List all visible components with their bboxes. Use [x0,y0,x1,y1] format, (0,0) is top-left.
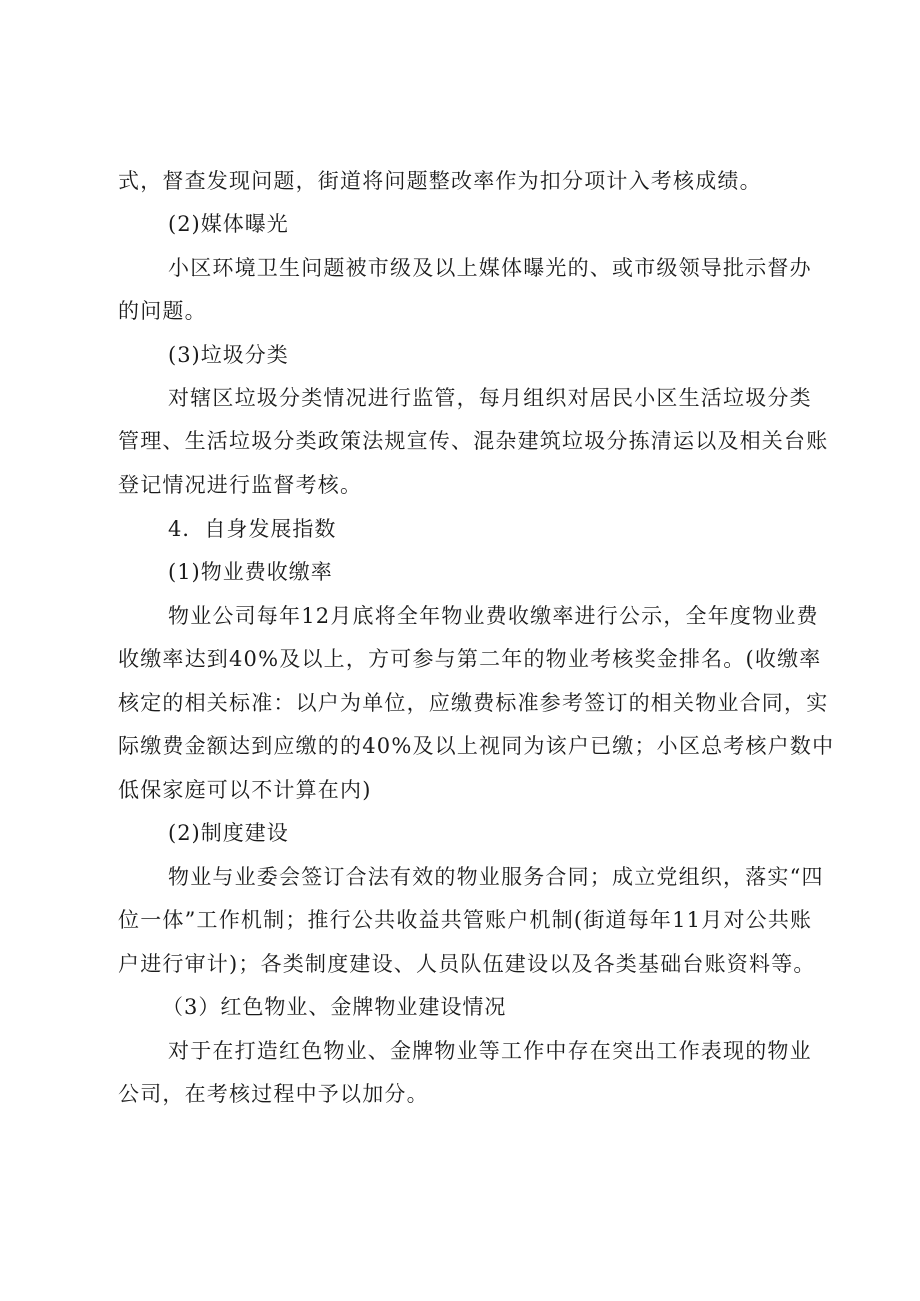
body-text-line: 位一体”工作机制；推行公共收益共管账户机制(街道每年11月对公共账 [118,908,813,932]
body-text-line: 对辖区垃圾分类情况进行监管，每月组织对居民小区生活垃圾分类 [168,386,812,410]
body-text-line: 小区环境卫生问题被市级及以上媒体曝光的、或市级领导批示督办 [168,256,812,280]
section-heading: （3）红色物业、金牌物业建设情况 [162,995,507,1019]
section-heading: (3)垃圾分类 [168,343,289,367]
body-text-line: 对于在打造红色物业、金牌物业等工作中存在突出工作表现的物业 [168,1039,812,1063]
body-text-line: 登记情况进行监督考核。 [118,473,363,497]
body-text-line: 公司，在考核过程中予以加分。 [118,1082,429,1106]
section-heading: (1)物业费收缴率 [168,560,333,584]
body-text-line: 物业公司每年12月底将全年物业费收缴率进行公示，全年度物业费 [168,604,819,628]
body-text-line: 收缴率达到40%及以上，方可参与第二年的物业考核奖金排名。(收缴率 [118,647,822,671]
section-heading: (2)媒体曝光 [168,212,289,236]
body-text-line: 管理、生活垃圾分类政策法规宣传、混杂建筑垃圾分拣清运以及相关台账 [118,429,829,453]
body-text-line: 式，督查发现问题，街道将问题整改率作为扣分项计入考核成绩。 [118,169,762,193]
body-text-line: 核定的相关标准：以户为单位，应缴费标准参考签订的相关物业合同，实 [118,691,829,715]
body-text-line: 户进行审计)；各类制度建设、人员队伍建设以及各类基础台账资料等。 [118,952,816,976]
section-heading: (2)制度建设 [168,821,289,845]
body-text-line: 物业与业委会签订合法有效的物业服务合同；成立党组织，落实“四 [168,865,824,889]
section-heading: 4．自身发展指数 [168,517,337,541]
body-text-line: 低保家庭可以不计算在内) [118,778,372,802]
body-text-line: 的问题。 [118,299,207,323]
body-text-line: 际缴费金额达到应缴的的40%及以上视同为该户已缴；小区总考核户数中 [118,734,835,758]
